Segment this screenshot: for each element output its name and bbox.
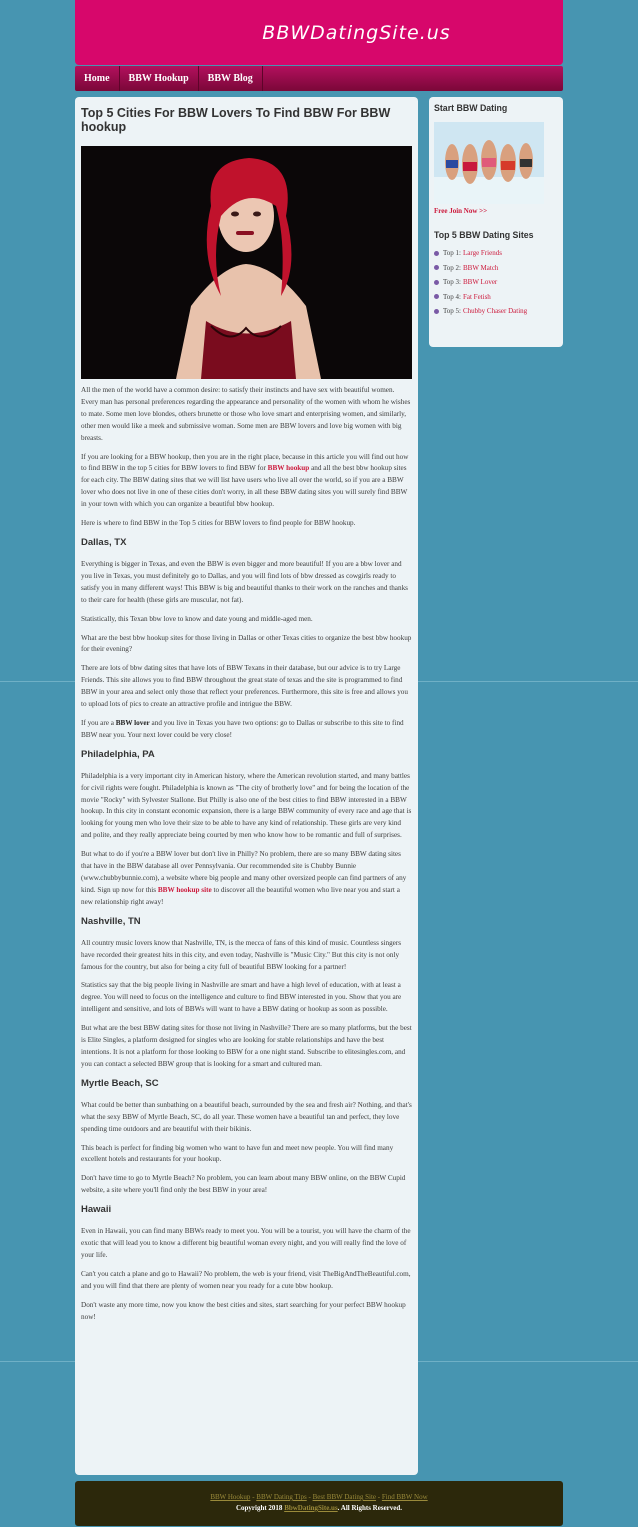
footer-links <box>75 1493 563 1501</box>
intro-text-a: If you are looking for a BBW hookup, then you are in the right place, because in this article you will find out how to find BBW in the top 5 cities for BBW lovers to find BBW for <box>81 452 409 473</box>
footer-link-find-bbw[interactable]: Find BBW Now <box>381 1493 428 1501</box>
philly-text-a: But what to do if you're a BBW lover but don't live in Philly? No problem, there are so many BBW dating sites that have in the BBW database all over Pennsylvania. Our recommended site is Chubby Bunnie (www.chubbybunnie.com), a website where big people and many other oversized people can find partners of any kind. Sign up now for this <box>81 850 407 894</box>
site-link-bbw-lover[interactable]: BBW Lover <box>462 278 498 287</box>
main-nav <box>75 66 563 91</box>
heading-myrtle-beach: Myrtle Beach, SC <box>81 1077 159 1089</box>
bullet-icon <box>434 294 439 299</box>
sidebar <box>429 97 563 347</box>
article-title: Top 5 Cities For BBW Lovers To Find BBW For BBW hookup <box>81 106 391 134</box>
myrtle-paragraph-3: Don't have time to go to Myrtle Beach? No problem, you can learn about many BBW online, on the BBW Cupid website, a site where you'll find only the best BBW in your area! <box>81 1174 406 1195</box>
dallas-text-b: and you live in Texas you have two options: go to Dallas or subscribe to this site to find BBW near you. Your next lover could be very close! <box>81 718 404 739</box>
site-logo[interactable]: BBWDatingSite.us <box>262 21 451 44</box>
site-footer <box>75 1481 563 1526</box>
nashville-paragraph-2: Statistics say that the big people living in Nashville are smart and have a high level of education, with at least a degree. You will need to focus on the intelligence and culture to find BBW interested in you. Show that you are intelligent and sensitive, and lots of BBWs will want to have a BBW dating or hookup as soon as possible. <box>81 981 402 1014</box>
heading-hawaii: Hawaii <box>81 1204 112 1216</box>
bbw-hookup-site-link[interactable]: BBW hookup site <box>157 885 212 894</box>
bullet-icon <box>434 309 439 314</box>
nashville-paragraph-3: But what are the best BBW dating sites for those not living in Nashville? There are so many platforms, but the best is Elite Singles, a platform designed for singles who are looking for stable relationships and have the best intentions. It is not a platform for those looking to BBW for a one night stand. Subscribe to elitesingles.com, and you can contact a selected BBW group that is looking for a smart and cultured man. <box>81 1024 412 1068</box>
footer-link-dating-tips[interactable]: BBW Dating Tips <box>256 1493 307 1501</box>
hawaii-paragraph-3: Don't waste any more time, now you know the best cities and sites, start searching for your perfect BBW hookup now! <box>81 1300 406 1321</box>
list-item <box>434 249 558 257</box>
list-item <box>434 264 558 272</box>
bullet-icon <box>434 251 439 256</box>
intro-paragraph-1: All the men of the world have a common desire: to satisfy their instincts and have sex with beautiful women. Every man has personal preferences regarding the appearance and personality of the women with whom he wishes to mate. Some men love blondes, others brunette or those who love smart and enterprising women, and similarly, other men would like a meek and submissive woman. Some men are BBW lovers and love big women with big breasts. <box>81 386 411 442</box>
rank-label: Top 5: <box>443 307 461 316</box>
dallas-paragraph-5 <box>81 718 412 742</box>
list-item <box>434 307 558 315</box>
copyright <box>75 1504 563 1512</box>
site-link-large-friends[interactable]: Large Friends <box>462 249 502 257</box>
hawaii-paragraph-1: Even in Hawaii, you can find many BBWs ready to meet you. You will be a tourist, you will have the charm of the exotic that will lead you to know a different big beautiful woman every night, and you will really find the love of your life. <box>81 1227 411 1259</box>
beach-women-image[interactable] <box>434 122 544 204</box>
hawaii-paragraph-2: Can't you catch a plane and go to Hawaii? No problem, the web is your friend, visit TheBigAndTheBeautiful.com, and you will find that there are plenty of women near you ready for a cute bbw hookup. <box>81 1269 411 1290</box>
nav-item-bbw-blog[interactable]: BBW Blog <box>199 66 263 91</box>
list-item <box>434 278 558 286</box>
rank-label: Top 1: <box>443 249 461 257</box>
free-join-link[interactable]: Free Join Now >> <box>434 207 488 215</box>
article-content <box>75 97 418 1475</box>
dallas-text-a: If you are a <box>81 718 116 727</box>
site-link-chubby-chaser[interactable]: Chubby Chaser Dating <box>462 307 528 316</box>
bbw-hookup-link[interactable]: BBW hookup <box>267 464 310 473</box>
heading-dallas: Dallas, TX <box>81 536 127 548</box>
bbw-lover-bold: BBW lover <box>115 718 150 727</box>
intro-text-b: and all the best bbw hookup sites for each city. The BBW dating sites that we will list have users who live all over the world, so if you are a BBW lover who does not live in one of these cities don't worry, in all these BBW dating sites you will surely find BBW in your town with which you can organize a beautiful bbw hookup. <box>81 464 408 509</box>
footer-sep: - <box>376 1493 382 1501</box>
footer-link-bbw-hookup[interactable]: BBW Hookup <box>210 1493 251 1501</box>
site-header <box>75 0 563 65</box>
dallas-paragraph-2: Statistically, this Texan bbw love to know and date young and middle-aged men. <box>81 614 313 623</box>
myrtle-paragraph-1: What could be better than sunbathing on a beautiful beach, surrounded by the sea and fresh air? Nothing, and that's what the sexy BBW of Myrtle Beach, SC, do all year. These women have a beautiful tan and perfect, they love spending time outdoors and are beautiful with their bikinis. <box>81 1100 412 1133</box>
dallas-paragraph-4: There are lots of bbw dating sites that have lots of BBW Texans in their database, but our advice is to try Large Friends. This site allows you to find BBW throughout the great state of texas and the site is programmed to find BBW in your area and select only those that reflect your preferences. Furthermore, this site is free and allows you to upload lots of pics to create an attractive profile and intrigue the BBW. <box>81 664 408 709</box>
top-sites-list <box>434 249 558 315</box>
site-link-bbw-match[interactable]: BBW Match <box>462 263 499 272</box>
heading-nashville: Nashville, TN <box>81 915 141 927</box>
myrtle-paragraph-2: This beach is perfect for finding big women who want to have fun and meet new people. You will find many excellent hotels and restaurants for your hookup. <box>81 1143 394 1164</box>
top-sites-title: Top 5 BBW Dating Sites <box>434 230 534 240</box>
intro-paragraph-2 <box>81 452 412 512</box>
nav-item-home[interactable]: Home <box>75 66 120 91</box>
list-item <box>434 293 558 301</box>
philly-text-b: to discover all the beautiful women who live near you and start a new relationship right away! <box>81 885 400 906</box>
heading-philadelphia: Philadelphia, PA <box>81 748 155 760</box>
start-dating-title: Start BBW Dating <box>434 103 508 113</box>
bullet-icon <box>434 280 439 285</box>
philly-paragraph-2 <box>81 849 412 909</box>
hero-portrait-illustration <box>81 146 412 379</box>
copyright-text-b: . All Rights Reserved. <box>337 1504 403 1512</box>
nav-item-bbw-hookup[interactable]: BBW Hookup <box>120 66 199 91</box>
hero-image <box>81 146 412 379</box>
rank-label: Top 4: <box>443 292 461 301</box>
bullet-icon <box>434 265 439 270</box>
copyright-site-link[interactable]: BbwDatingSite.us <box>284 1504 338 1512</box>
footer-sep: - <box>250 1493 257 1501</box>
page-wrapper <box>75 0 563 1512</box>
beach-women-illustration <box>434 122 544 204</box>
dallas-paragraph-1: Everything is bigger in Texas, and even the BBW is even bigger and more beautiful! If you are a bbw lover and you live in Texas, you must definitely go to Dallas, and you will find lots of bbw dressed as cowgirls ready to satisfy you in many different ways! This BBW is big and beautiful thanks to their work on the ranches and thanks to their care for health (these girls are muscular, not fat). <box>81 559 408 604</box>
rank-label: Top 3: <box>443 278 461 287</box>
dallas-paragraph-3: What are the best bbw hookup sites for those living in Dallas or other Texas cities to organize the best bbw hookup for their evening? <box>81 633 412 654</box>
nashville-paragraph-1: All country music lovers know that Nashville, TN, is the mecca of fans of this kind of music. Countless singers have recorded their greatest hits in this city, and even today, Nashville is "Music City." But this city is not only famous for the country, but also for being a city full of beautiful BBW looking for a partner! <box>81 938 402 971</box>
footer-sep: - <box>306 1493 313 1501</box>
footer-link-best-site[interactable]: Best BBW Dating Site <box>312 1493 377 1501</box>
intro-paragraph-3: Here is where to find BBW in the Top 5 cities for BBW lovers to find people for BBW hookup. <box>81 519 356 528</box>
site-link-fat-fetish[interactable]: Fat Fetish <box>462 292 491 301</box>
copyright-text-a: Copyright 2018 <box>235 1504 285 1512</box>
philly-paragraph-1: Philadelphia is a very important city in American history, where the American revolution started, and many battles for civil rights were fought. Philadelphia is known as "The city of brotherly love" and for being the location of the movie "Rocky" with Sylvester Stallone. But Philly is also one of the best cities to find BBW interested in a BBW hookup. In this city in constant economic expansion, there is a large BBW community of every race and age that is looking for young men who love their size to be able to have any kind of relationship. These girls are very kind and polite, and they really appreciate being courted by men who know how to be romantic and full of surprises. <box>81 771 412 840</box>
rank-label: Top 2: <box>443 263 461 272</box>
